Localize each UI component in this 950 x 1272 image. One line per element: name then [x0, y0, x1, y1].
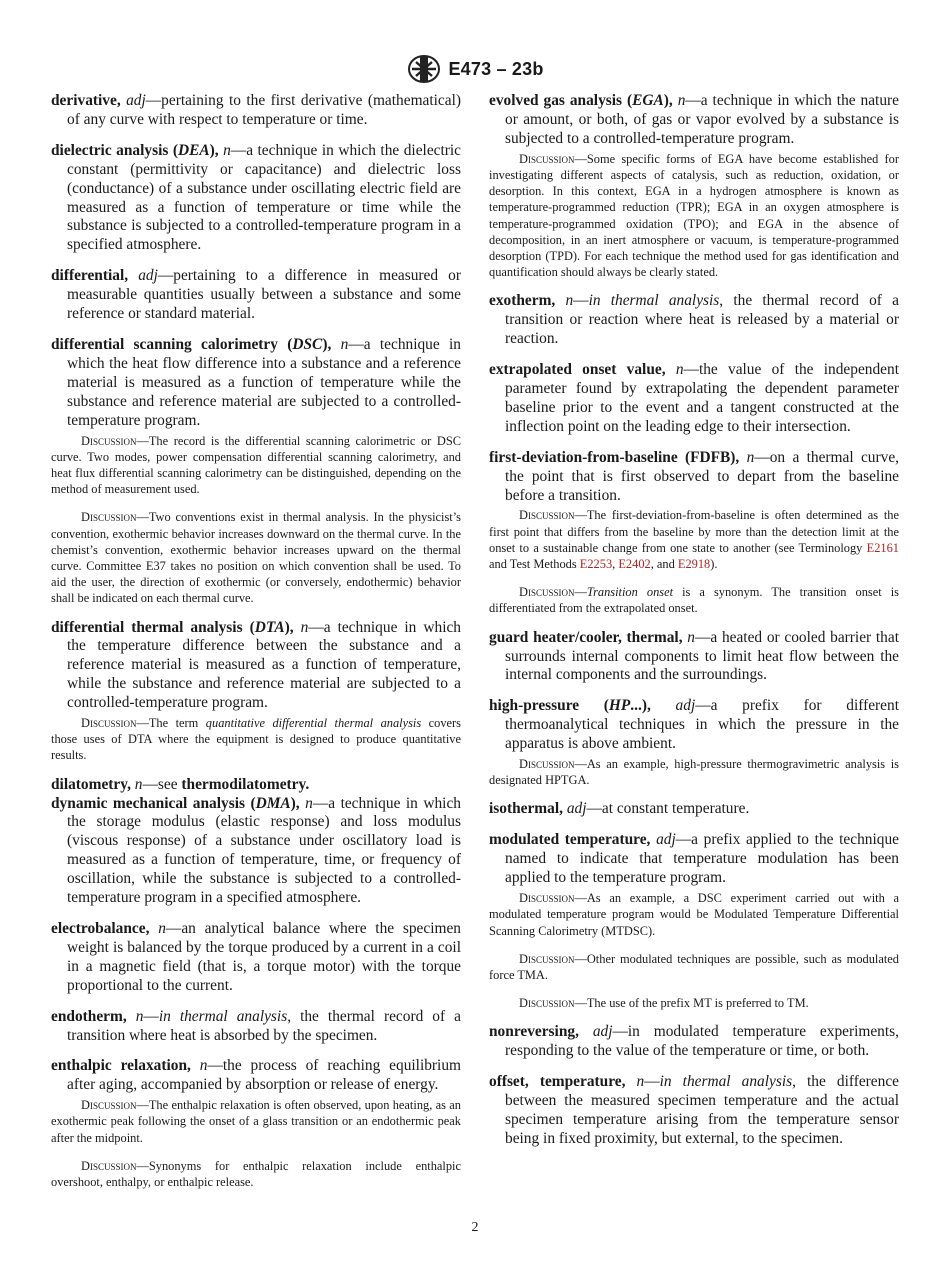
entry-guard-heater: guard heater/cooler, thermal, n—a heated or cooled barrier that surrounds internal components to limit heat flow between the internal components and the surroundings.	[489, 628, 899, 684]
entry-nonreversing: nonreversing, adj—in modulated temperature experiments, responding to the value of the temperature or time, or both.	[489, 1023, 899, 1060]
discussion-note: Discussion—Some specific forms of EGA have become established for investigating different aspects of catalysis, such as reduction, oxidation, or desorption. In this context, EGA in a hydrogen atmosphere is known as temperature-programmed reduction (TPR); EGA in an oxygen atmosphere is temperature-programmed oxidation (TPO); and EGA in the absence of decomposition, in an inert atmosphere or vacuum, is temperature-programmed desorption (TPD). For each technique the method used for gas identification and quantification should always be clearly stated.	[489, 151, 899, 280]
entry-modulated-temperature: modulated temperature, adj—a prefix applied to the technique named to indicate that temperature modulation has been applied to the temperature program.	[489, 831, 899, 887]
page-number: 2	[471, 1220, 479, 1235]
entry-derivative: derivative, adj—pertaining to the first derivative (mathematical) of any curve with respect to temperature or time.	[51, 92, 461, 128]
entry-isothermal: isothermal, adj—at constant temperature.	[489, 800, 750, 818]
entry-offset-temperature: offset, temperature, n—in thermal analysis, the difference between the measured specimen temperature and the actual specimen temperature arising from the temperature sensor being in fixed proximity, but external, to the specimen.	[489, 1073, 899, 1147]
entry-endotherm: endotherm, n—in thermal analysis, the thermal record of a transition where heat is absorbed by the specimen.	[51, 1007, 461, 1044]
discussion-note: Discussion—Synonyms for enthalpic relaxation include enthalpic overshoot, enthalpy, or enthalpic release.	[51, 1158, 461, 1190]
entry-dma: dynamic mechanical analysis (DMA), n—a technique in which the storage modulus (elastic response) and loss modulus (viscous response) of a substance under oscillatory load is measured as a function of temperature, time, or frequency of oscillation, while the substance is subjected to a controlled-temperature program in a specified atmosphere.	[51, 794, 461, 907]
entry-differential: differential, adj—pertaining to a difference in measured or measurable quantities usually between a substance and some reference or standard material.	[51, 267, 461, 323]
page-header	[0, 54, 950, 89]
entry-dilatometry: dilatometry, n—see thermodilatometry.	[51, 775, 310, 793]
discussion-note: Discussion—The use of the prefix MT is preferred to TM.	[519, 996, 809, 1011]
entry-exotherm: exotherm, n—in thermal analysis, the thermal record of a transition or reaction where heat is released by a material or reaction.	[489, 292, 899, 348]
reference-link[interactable]: E2161	[866, 540, 899, 555]
left-column	[51, 92, 461, 1202]
discussion-note: Discussion—The first-deviation-from-baseline is often determined as the first point that differs from the baseline by more than the detection limit at the onset to a sustainable change from one state to another (see Terminology E2161 and Test Methods E2253, E2402, and E2918).	[489, 508, 899, 572]
discussion-note: Discussion—Transition onset is a synonym. The transition onset is differentiated from the extrapolated onset.	[489, 585, 899, 616]
entry-dielectric-analysis: dielectric analysis (DEA), n—a technique in which the dielectric constant (permittivity or capacitance) and dielectric loss (conductance) of a substance under oscillating electric field are measured as a function of temperature or time while the substance is subjected to a controlled-temperature program in a specified atmosphere.	[51, 141, 461, 254]
entry-dsc: differential scanning calorimetry (DSC), n—a technique in which the heat flow difference into a substance and a reference material is measured as a function of temperature while the substance and reference material are subjected to a controlled-temperature program.	[51, 335, 461, 429]
entry-electrobalance: electrobalance, n—an analytical balance where the specimen weight is balanced by the torque produced by a current in a coil in a magnetic field (that is, a torque motor) with the torque proportional to the current.	[51, 920, 461, 994]
reference-link[interactable]: E2402	[618, 557, 651, 572]
entry-ega: evolved gas analysis (EGA), n—a technique in which the nature or amount, or both, of gas or vapor evolved by a substance is subjected to a controlled-temperature program.	[489, 92, 899, 147]
discussion-note: Discussion—As an example, high-pressure thermogravimetric analysis is designated HPTGA.	[489, 757, 899, 788]
reference-link[interactable]: E2918	[677, 557, 711, 572]
astm-logo-icon	[406, 54, 442, 84]
discussion-note: Discussion—The enthalpic relaxation is often observed, upon heating, as an exothermic peak following the onset of a glass transition or an endothermic peak after the midpoint.	[51, 1098, 461, 1145]
discussion-note: Discussion—As an example, a DSC experiment carried out with a modulated temperature program would be Modulated Temperature Differential Scanning Calorimetry (MTDSC).	[489, 891, 899, 938]
entry-high-pressure: high-pressure (HP...), adj—a prefix for different thermoanalytical techniques in which the pressure in the apparatus is above ambient.	[489, 697, 899, 753]
entry-extrapolated-onset: extrapolated onset value, n—the value of the independent parameter found by extrapolating the dependent parameter baseline prior to the event and a tangent constructed at the inflection point on the leading edge to their intersection.	[489, 361, 899, 435]
entry-enthalpic-relaxation: enthalpic relaxation, n—the process of reaching equilibrium after aging, accompanied by absorption or release of energy.	[51, 1057, 462, 1094]
entry-fdfb: first-deviation-from-baseline (FDFB), n—on a thermal curve, the point that is first observed to depart from the baseline before a transition.	[489, 448, 899, 504]
reference-link[interactable]: E2253	[579, 557, 613, 572]
discussion-note: Discussion—Other modulated techniques are possible, such as modulated force TMA.	[489, 951, 899, 982]
discussion-note: Discussion—Two conventions exist in thermal analysis. In the physicist’s convention, exothermic behavior increases downward on the thermal curve. In the chemist’s convention, exothermic behavior increases upward on the thermal curve. Committee E37 takes no position on which convention shall be used. To aid the user, the direction of exothermic (or conversely, endothermic) behavior shall be indicated on each thermal curve.	[51, 510, 461, 606]
entry-dta: differential thermal analysis (DTA), n—a technique in which the temperature difference between the substance and a reference material is measured as a function of temperature, while the substance and reference material are subjected to a controlled-temperature program.	[51, 618, 461, 712]
right-column	[489, 92, 899, 1161]
standard-designation: E473 – 23b	[448, 58, 544, 79]
discussion-note: Discussion—The term quantitative differential thermal analysis covers those uses of DTA where the equipment is designed to produce quantitative results.	[51, 716, 462, 763]
discussion-note: Discussion—The record is the differential scanning calorimetric or DSC curve. Two modes, power compensation differential scanning calorimetry, and heat flux differential scanning calorimetry can be distinguished, depending on the method of measurement used.	[51, 433, 461, 497]
